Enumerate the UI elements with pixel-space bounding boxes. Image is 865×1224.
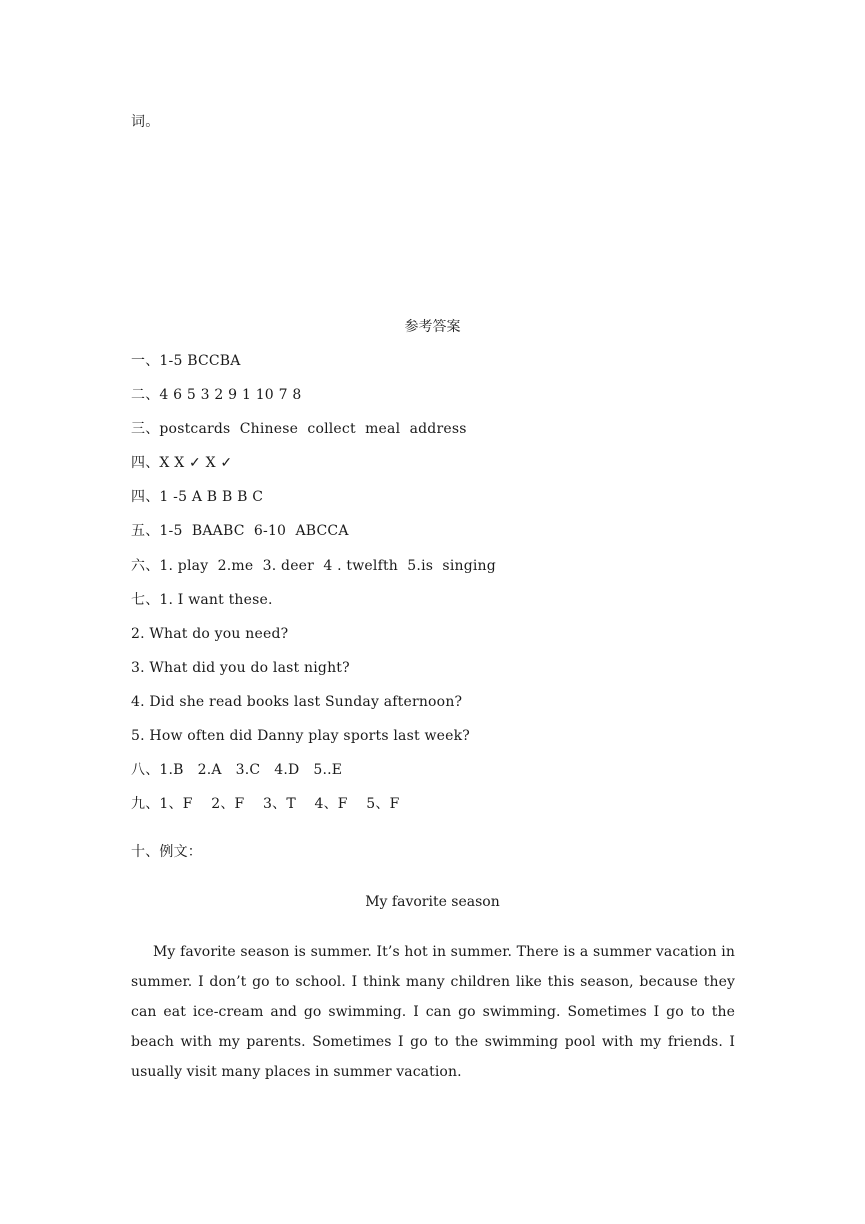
answer-line-9: 2. What do you need? bbox=[131, 626, 289, 642]
answer-key-heading: 参考答案 bbox=[404, 319, 461, 335]
answer-line-3: 三、postcards Chinese collect meal address bbox=[131, 421, 467, 437]
essay-title: My favorite season bbox=[365, 894, 500, 910]
top-fragment-text: 词。 bbox=[131, 114, 160, 130]
answer-line-6: 五、1-5 BAABC 6-10 ABCCA bbox=[131, 523, 349, 539]
answer-line-5: 四、1 -5 A B B B C bbox=[131, 489, 264, 505]
answer-line-4: 四、X X ✓ X ✓ bbox=[131, 455, 233, 471]
answer-line-13: 八、1.B 2.A 3.C 4.D 5..E bbox=[131, 762, 343, 778]
answer-line-11: 4. Did she read books last Sunday afternoon? bbox=[131, 694, 463, 710]
answer-line-12: 5. How often did Danny play sports last week? bbox=[131, 728, 470, 744]
answer-line-14: 九、1、F 2、F 3、T 4、F 5、F bbox=[131, 796, 400, 812]
answer-line-1: 一、1-5 BCCBA bbox=[131, 353, 241, 369]
answer-line-8: 七、1. I want these. bbox=[131, 592, 273, 608]
answer-line-7: 六、1. play 2.me 3. deer 4 . twelfth 5.is singing bbox=[131, 558, 496, 574]
essay-paragraph: My favorite season is summer. It’s hot in summer. There is a summer vacation in summer. I don’t go to school. I think many children like this season, because they can eat ice-cream and go swimming. I can go swimming. Sometimes I go to the beach with my parents. Sometimes I go to the swimming pool with my friends. I usually visit many places in summer vacation. bbox=[131, 944, 735, 1080]
answer-line-2: 二、4 6 5 3 2 9 1 10 7 8 bbox=[131, 387, 302, 403]
example-essay-label: 十、例文： bbox=[131, 844, 202, 860]
answer-line-10: 3. What did you do last night? bbox=[131, 660, 350, 676]
